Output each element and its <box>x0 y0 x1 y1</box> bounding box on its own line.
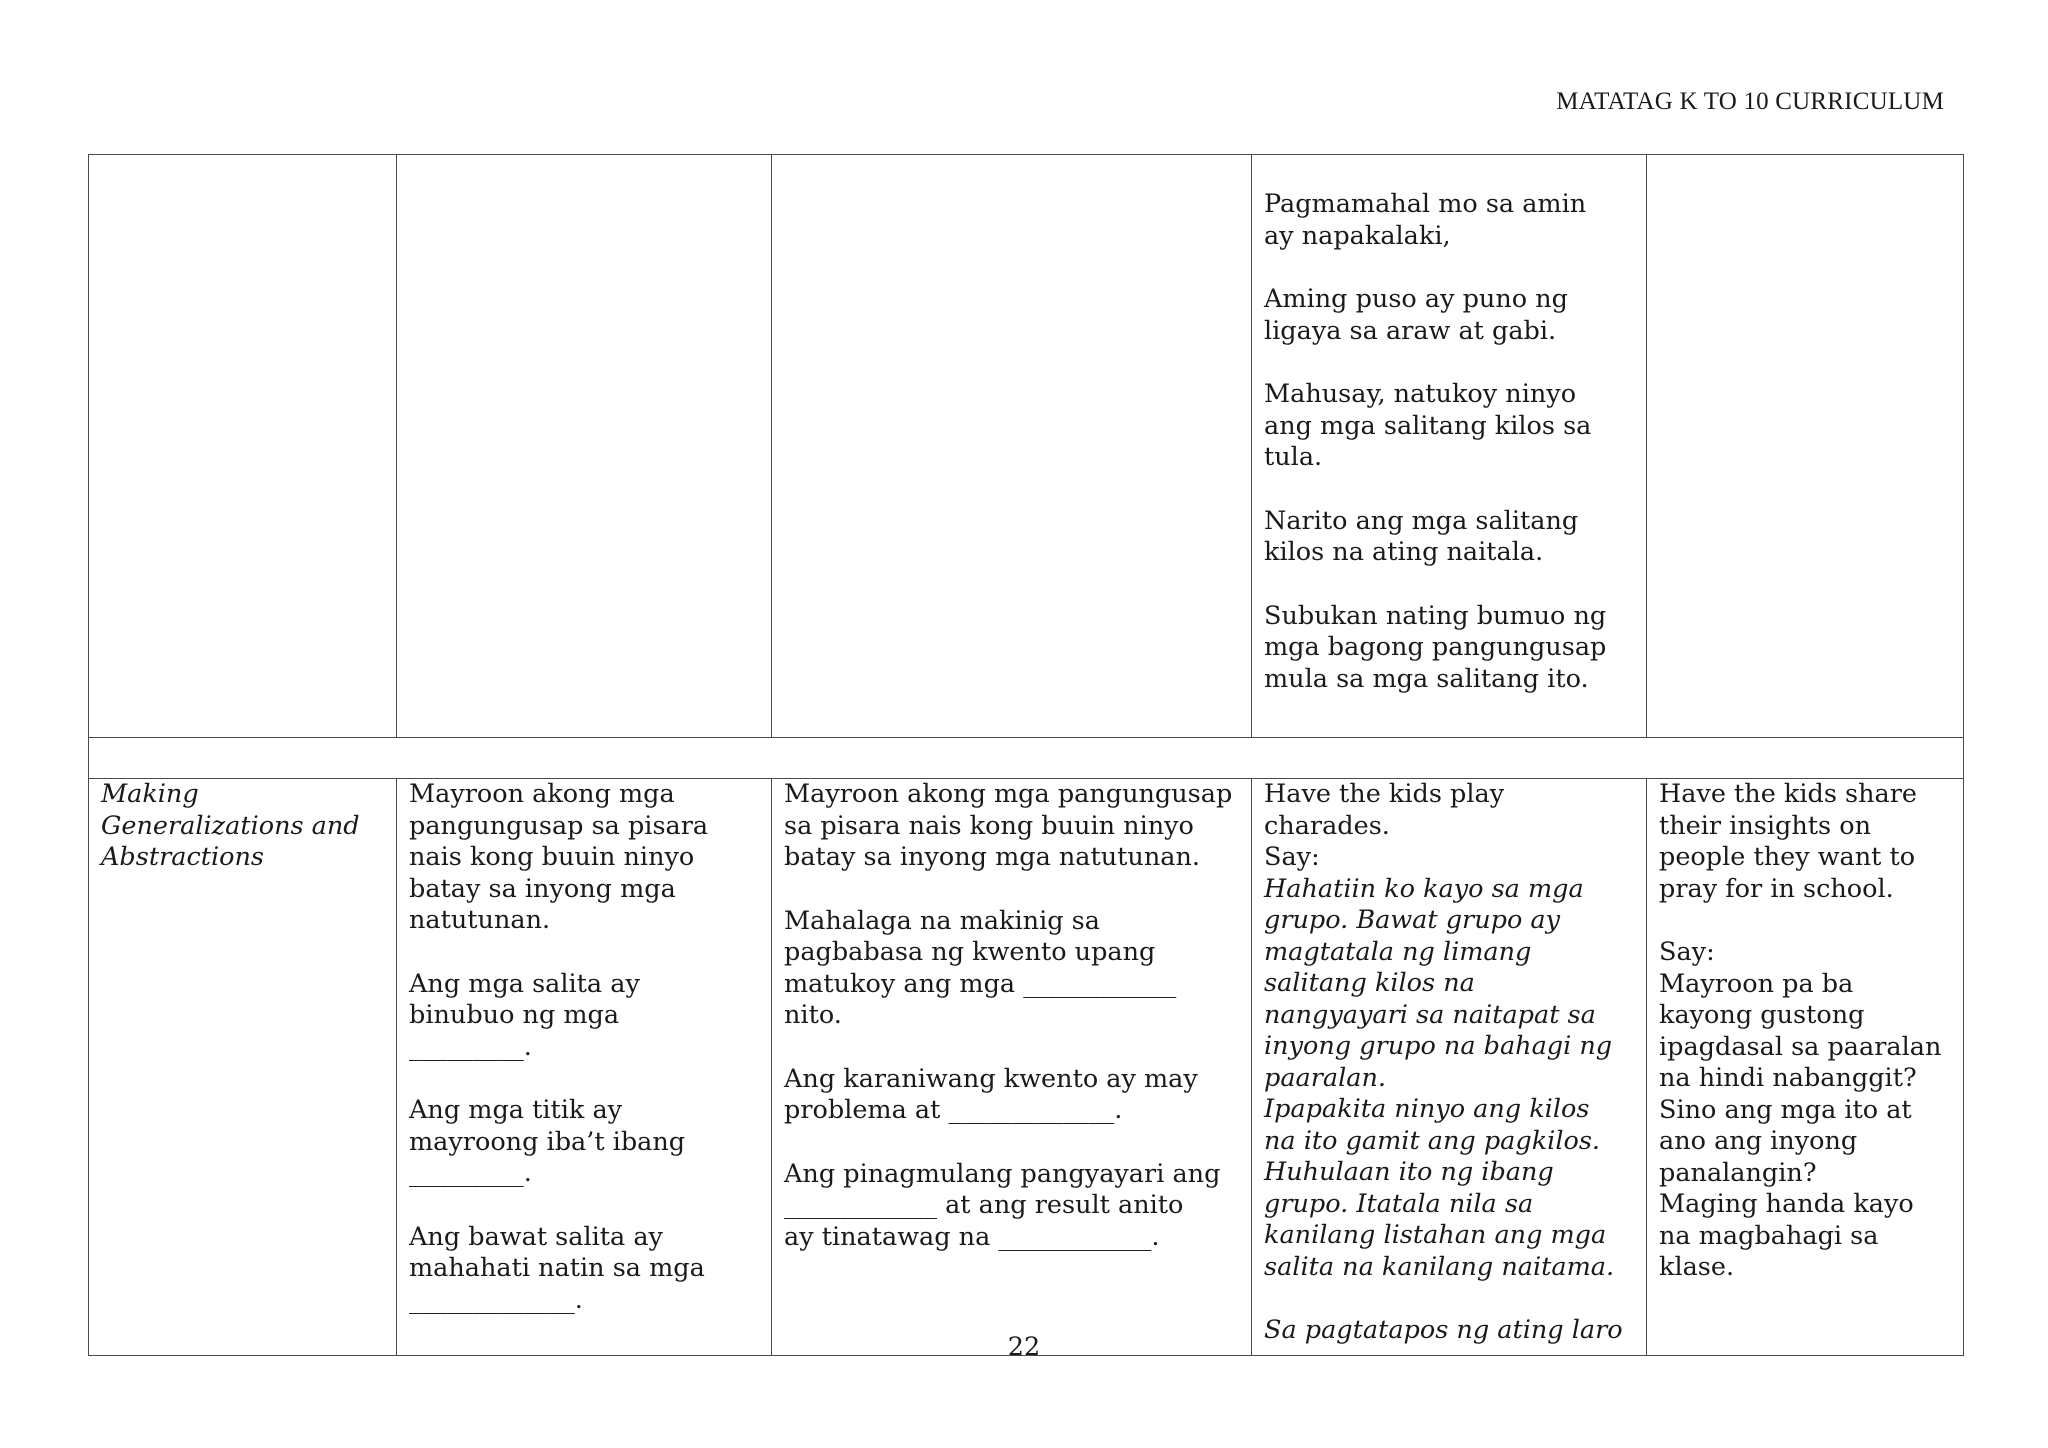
text-line: ligaya sa araw at gabi. <box>1264 315 1557 346</box>
paragraph <box>1264 601 1634 696</box>
text-line: ay tinatawag na ____________. <box>784 1221 1160 1252</box>
paragraph <box>784 906 1239 1032</box>
text-line: Generalizations and <box>101 810 360 841</box>
table-cell <box>89 155 397 738</box>
text-line: _________. <box>409 1031 532 1062</box>
fill-in-sentences <box>784 779 1239 1253</box>
text-line: Narito ang mga salitang <box>1264 505 1579 536</box>
text-line: kilos na ating naitala. <box>1264 537 1544 567</box>
section-label-cell <box>89 779 397 1356</box>
table-cell <box>772 155 1252 738</box>
text-line: Maging handa kayo <box>1659 1189 1914 1219</box>
text-line: paaralan. <box>1264 1062 1387 1093</box>
text-line: ipagdasal sa paaralan <box>1659 1031 1942 1062</box>
text-line: Say: <box>1264 842 1320 872</box>
charades-activity <box>1264 779 1634 1347</box>
paragraph <box>1264 779 1634 1283</box>
page-number: 22 <box>1007 1332 1041 1362</box>
text-line: Say: <box>1659 937 1715 967</box>
text-line: Ang karaniwang kwento ay may <box>784 1063 1198 1094</box>
paragraph <box>1659 779 1951 905</box>
text-line: ay napakalaki, <box>1264 220 1451 251</box>
lesson-plan-table <box>88 154 1964 1356</box>
text-line: ____________ at ang result anito <box>784 1190 1184 1220</box>
table-cell <box>397 779 772 1356</box>
text-line: Huhulaan ito ng ibang <box>1264 1157 1554 1187</box>
table-cell <box>1252 155 1647 738</box>
paragraph <box>784 1159 1239 1254</box>
paragraph <box>409 779 759 937</box>
text-line: Making <box>101 779 199 809</box>
text-line: natutunan. <box>409 905 551 935</box>
text-line: Mayroon akong mga <box>409 779 675 809</box>
paragraph <box>1264 284 1634 347</box>
paragraph <box>409 1095 759 1190</box>
table-cell <box>89 738 1964 779</box>
table-cell <box>1647 779 1964 1356</box>
text-line: panalangin? <box>1659 1157 1817 1188</box>
text-line: batay sa inyong mga <box>409 873 676 904</box>
curriculum-header: MATATAG K TO 10 CURRICULUM <box>1556 88 1944 115</box>
paragraph <box>784 779 1239 874</box>
text-line: na ito gamit ang pagkilos. <box>1264 1125 1601 1156</box>
text-line: mga bagong pangungusap <box>1264 632 1607 662</box>
text-line: their insights on <box>1659 810 1871 841</box>
text-line: Sino ang mga ito at <box>1659 1094 1912 1125</box>
paragraph <box>1264 506 1634 569</box>
text-line: Ipapakita ninyo ang kilos <box>1264 1094 1590 1124</box>
text-line: Aming puso ay puno ng <box>1264 284 1568 314</box>
table-cell <box>1647 155 1964 738</box>
text-line: people they want to <box>1659 842 1916 872</box>
text-line: magtatala ng limang <box>1264 936 1532 967</box>
text-line: kayong gustong <box>1659 1000 1865 1030</box>
text-line: Subukan nating bumuo ng <box>1264 600 1607 631</box>
text-line: mahahati natin sa mga <box>409 1253 705 1283</box>
text-line: Mayroon pa ba <box>1659 968 1854 999</box>
text-line: klase. <box>1659 1252 1735 1282</box>
prayer-sharing-activity <box>1659 779 1951 1284</box>
paragraph <box>409 1222 759 1317</box>
text-line: problema at _____________. <box>784 1095 1123 1125</box>
table-cell <box>772 779 1252 1356</box>
paragraph <box>409 969 759 1064</box>
text-line: matukoy ang mga ____________ <box>784 968 1177 999</box>
text-line: Have the kids play <box>1264 779 1505 809</box>
table-row <box>89 779 1964 1356</box>
text-line: na magbahagi sa <box>1659 1220 1879 1251</box>
text-line: pangungusap sa pisara <box>409 810 709 841</box>
text-line: Pagmamahal mo sa amin <box>1264 189 1587 219</box>
text-line: Ang pinagmulang pangyayari ang <box>784 1158 1221 1189</box>
text-line: pagbabasa ng kwento upang <box>784 937 1156 967</box>
text-line: salita na kanilang naitama. <box>1264 1251 1615 1282</box>
fill-in-sentences <box>409 779 759 1316</box>
text-line: _____________. <box>409 1284 583 1315</box>
text-line: pray for in school. <box>1659 873 1894 904</box>
paragraph <box>1659 937 1951 1284</box>
text-line: kanilang listahan ang mga <box>1264 1220 1607 1250</box>
text-line: tula. <box>1264 442 1323 472</box>
text-line: salitang kilos na <box>1264 968 1475 998</box>
section-label <box>101 779 384 874</box>
text-line: Mahusay, natukoy ninyo <box>1264 379 1577 409</box>
text-line: grupo. Bawat grupo ay <box>1264 905 1561 935</box>
text-line: Mayroon akong mga pangungusap <box>784 779 1233 809</box>
text-line: Abstractions <box>101 842 265 872</box>
text-line: binubuo ng mga <box>409 1000 620 1030</box>
text-line: Ang mga salita ay <box>409 968 640 999</box>
text-line: nangyayari sa naitapat sa <box>1264 999 1596 1030</box>
table-row <box>89 155 1964 738</box>
paragraph <box>1264 189 1634 252</box>
text-line: _________. <box>409 1158 532 1188</box>
text-line: Sa pagtatapos ng ating laro <box>1264 1315 1623 1345</box>
table-cell <box>397 155 772 738</box>
text-line: mayroong iba’t ibang <box>409 1126 686 1157</box>
table-row-spacer <box>89 738 1964 779</box>
text-line: Ang mga titik ay <box>409 1095 623 1125</box>
paragraph <box>1264 379 1634 474</box>
text-line: Have the kids share <box>1659 779 1918 809</box>
text-line: Hahatiin ko kayo sa mga <box>1264 873 1584 904</box>
text-line: inyong grupo na bahagi ng <box>1264 1031 1613 1061</box>
text-line: na hindi nabanggit? <box>1659 1063 1917 1093</box>
text-line: batay sa inyong mga natutunan. <box>784 842 1201 872</box>
poem-and-instructions <box>1264 189 1634 695</box>
text-line: ano ang inyong <box>1659 1126 1858 1156</box>
text-line: mula sa mga salitang ito. <box>1264 663 1589 694</box>
text-line: Ang bawat salita ay <box>409 1221 663 1252</box>
text-line: ang mga salitang kilos sa <box>1264 410 1592 441</box>
table-cell <box>1252 779 1647 1356</box>
text-line: nito. <box>784 1000 842 1030</box>
text-line: charades. <box>1264 810 1390 841</box>
text-line: sa pisara nais kong buuin ninyo <box>784 810 1194 841</box>
text-line: nais kong buuin ninyo <box>409 842 695 872</box>
text-line: grupo. Itatala nila sa <box>1264 1188 1534 1219</box>
paragraph <box>784 1064 1239 1127</box>
text-line: Mahalaga na makinig sa <box>784 905 1100 936</box>
